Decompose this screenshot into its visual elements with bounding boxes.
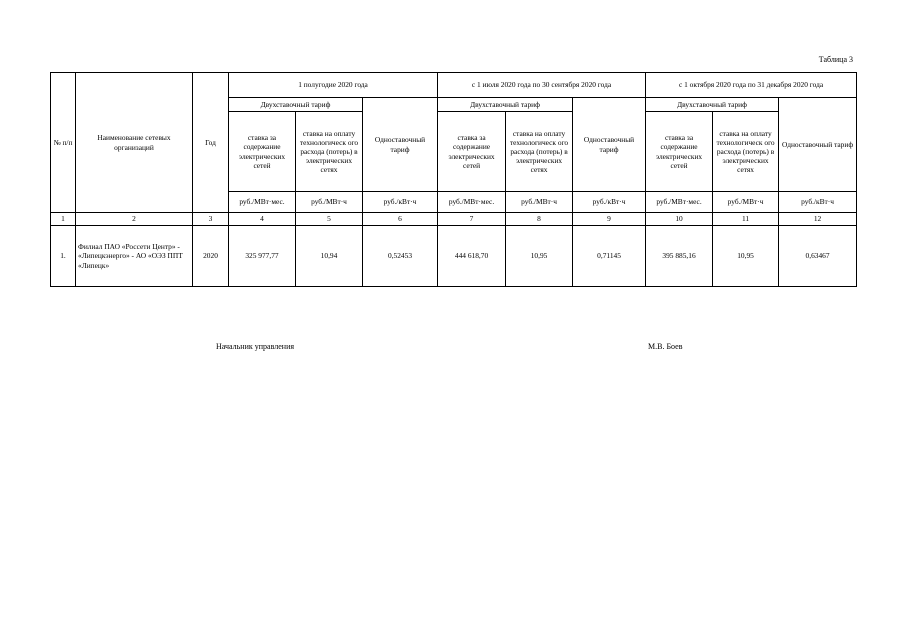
signatory-name: М.В. Боев [648, 342, 683, 351]
unit-mwh-1: руб./МВт·ч [296, 192, 363, 213]
header-rate-losses-1: ставка на оплату технологическ ого расхода (потерь) в электрических сетях [296, 112, 363, 192]
unit-kwh-1: руб./кВт·ч [363, 192, 438, 213]
tariff-table [50, 72, 857, 287]
cell-value: 0,63467 [779, 226, 857, 287]
header-rate-maintenance-1: ставка за содержание электрических сетей [229, 112, 296, 192]
unit-mwh-3: руб./МВт·ч [713, 192, 779, 213]
cell-value: 0,71145 [573, 226, 646, 287]
header-period-1: 1 полугодие 2020 года [229, 73, 438, 98]
column-number: 7 [438, 213, 506, 226]
table-row [51, 226, 857, 287]
unit-mw-month-3: руб./МВт·мес. [646, 192, 713, 213]
header-period-2: с 1 июля 2020 года по 30 сентября 2020 года [438, 73, 646, 98]
row-num: 1. [51, 226, 76, 287]
cell-value: 325 977,77 [229, 226, 296, 287]
cell-value: 10,95 [506, 226, 573, 287]
header-rate-losses-2: ставка на оплату технологическ ого расхода (потерь) в электрических сетях [506, 112, 573, 192]
column-number: 2 [76, 213, 193, 226]
cell-value: 0,52453 [363, 226, 438, 287]
column-number: 4 [229, 213, 296, 226]
header-two-part-2: Двухставочный тариф [438, 98, 573, 112]
header-row-periods [51, 73, 857, 98]
table-caption: Таблица 3 [818, 55, 853, 64]
cell-value: 10,95 [713, 226, 779, 287]
unit-kwh-3: руб./кВт·ч [779, 192, 857, 213]
header-one-part-2: Одноставочный тариф [573, 98, 646, 192]
column-number: 6 [363, 213, 438, 226]
column-number-row [51, 213, 857, 226]
column-number: 11 [713, 213, 779, 226]
column-number: 5 [296, 213, 363, 226]
unit-mwh-2: руб./МВт·ч [506, 192, 573, 213]
unit-mw-month-1: руб./МВт·мес. [229, 192, 296, 213]
signatory-role: Начальник управления [216, 342, 295, 351]
row-year: 2020 [193, 226, 229, 287]
column-number: 1 [51, 213, 76, 226]
header-rate-maintenance-3: ставка за содержание электрических сетей [646, 112, 713, 192]
row-org-name: Филиал ПАО «Россети Центр» - «Липецкэнерго» - АО «ОЭЗ ППТ «Липецк» [76, 226, 193, 287]
header-num: № п/п [51, 73, 76, 213]
column-number: 8 [506, 213, 573, 226]
unit-mw-month-2: руб./МВт·мес. [438, 192, 506, 213]
column-number: 3 [193, 213, 229, 226]
header-year: Год [193, 73, 229, 213]
cell-value: 444 618,70 [438, 226, 506, 287]
header-two-part-3: Двухставочный тариф [646, 98, 779, 112]
column-number: 12 [779, 213, 857, 226]
header-one-part-1: Одноставочный тариф [363, 98, 438, 192]
header-one-part-3: Одноставочный тариф [779, 98, 857, 192]
header-period-3: с 1 октября 2020 года по 31 декабря 2020 года [646, 73, 857, 98]
header-rate-losses-3: ставка на оплату технологическ ого расхода (потерь) в электрических сетях [713, 112, 779, 192]
header-two-part-1: Двухставочный тариф [229, 98, 363, 112]
cell-value: 10,94 [296, 226, 363, 287]
unit-kwh-2: руб./кВт·ч [573, 192, 646, 213]
cell-value: 395 885,16 [646, 226, 713, 287]
header-org: Наименование сетевых организаций [76, 73, 193, 213]
header-rate-maintenance-2: ставка за содержание электрических сетей [438, 112, 506, 192]
column-number: 10 [646, 213, 713, 226]
column-number: 9 [573, 213, 646, 226]
